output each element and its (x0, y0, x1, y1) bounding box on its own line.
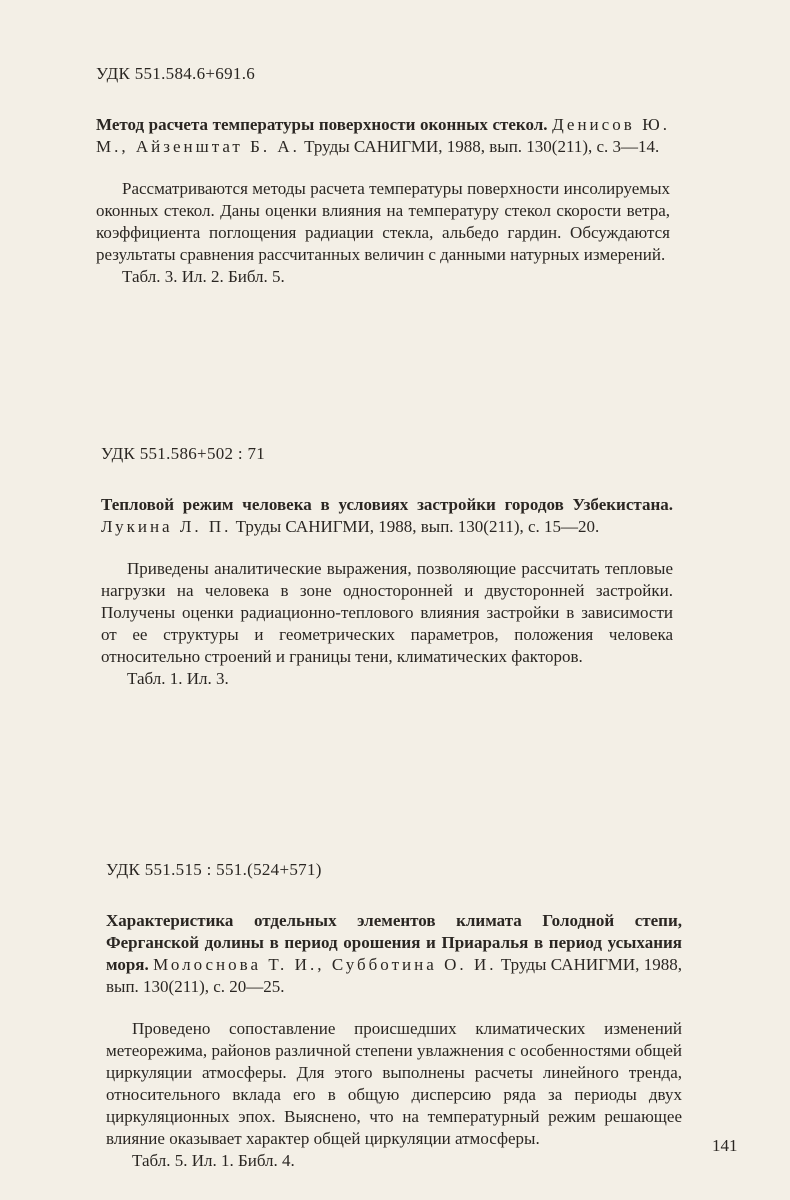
page-number: 141 (712, 1136, 738, 1155)
abstract-text: Проведено сопоставление происшедших климатических изменений метеорежима, районов различной степени увлажнения с особенностями общей циркуляции атмосферы. Для этого выполнены расчеты линейного тренда, относительного вклада его в общую дисперсию ряда за периоды двух циркуляционных эпох. Выяснено, что на температурный режим решающее влияние оказывает характер общей циркуляции атмосферы. (106, 1019, 682, 1148)
udk-code: УДК 551.584.6+691.6 (96, 64, 256, 83)
article-title: Метод расчета температуры поверхности оконных стекол. (96, 115, 548, 134)
article-source: Труды САНИГМИ, 1988, вып. 130(211), с. 15—20. (235, 517, 600, 536)
article-title: Характеристика отдельных элементов климата Голодной степи, Ферганской долины в период орошения и Приаралья в период усыхания моря. (106, 911, 682, 974)
tables-figures-note: Табл. 1. Ил. 3. (127, 669, 229, 688)
tables-figures-note: Табл. 5. Ил. 1. Библ. 4. (132, 1151, 295, 1170)
abstract-entry-1 (96, 64, 670, 288)
abstract-entry-3 (106, 860, 682, 1172)
abstract-text: Рассматриваются методы расчета температуры поверхности инсолируемых оконных стекол. Даны оценки влияния на температуру стекол скорости ветра, коэффициента поглощения радиации стекла, альбедо гардин. Обсуждаются результаты сравнения рассчитанных величин с данными натурных измерений. (96, 179, 670, 264)
bibliographic-reference (96, 114, 670, 158)
bibliographic-reference (101, 494, 673, 538)
article-authors: Денисов Ю. М., Айзенштат Б. А. (96, 115, 671, 156)
article-authors: Лукина Л. П. (101, 517, 232, 536)
abstract-entry-2 (101, 444, 673, 690)
article-source: Труды САНИГМИ, 1988, вып. 130(211), с. 3—14. (304, 137, 660, 156)
article-source: Труды САНИГМИ, 1988, вып. 130(211), с. 20—25. (106, 955, 682, 996)
article-authors: Молоснова Т. И., Субботина О. И. (153, 955, 497, 974)
tables-figures-note: Табл. 3. Ил. 2. Библ. 5. (122, 267, 285, 286)
abstract-text: Приведены аналитические выражения, позволяющие рассчитать тепловые нагрузки на человека в зоне односторонней и двусторонней застройки. Получены оценки радиационно-теплового влияния застройки в зависимости от ее структуры и геометрических параметров, положения человека относительно строений и границы тени, климатических факторов. (101, 559, 673, 666)
udk-code: УДК 551.515 : 551.(524+571) (106, 860, 322, 879)
udk-code: УДК 551.586+502 : 71 (101, 444, 266, 463)
article-title: Тепловой режим человека в условиях застройки городов Узбекистана. (101, 495, 673, 514)
bibliographic-reference (106, 910, 682, 998)
